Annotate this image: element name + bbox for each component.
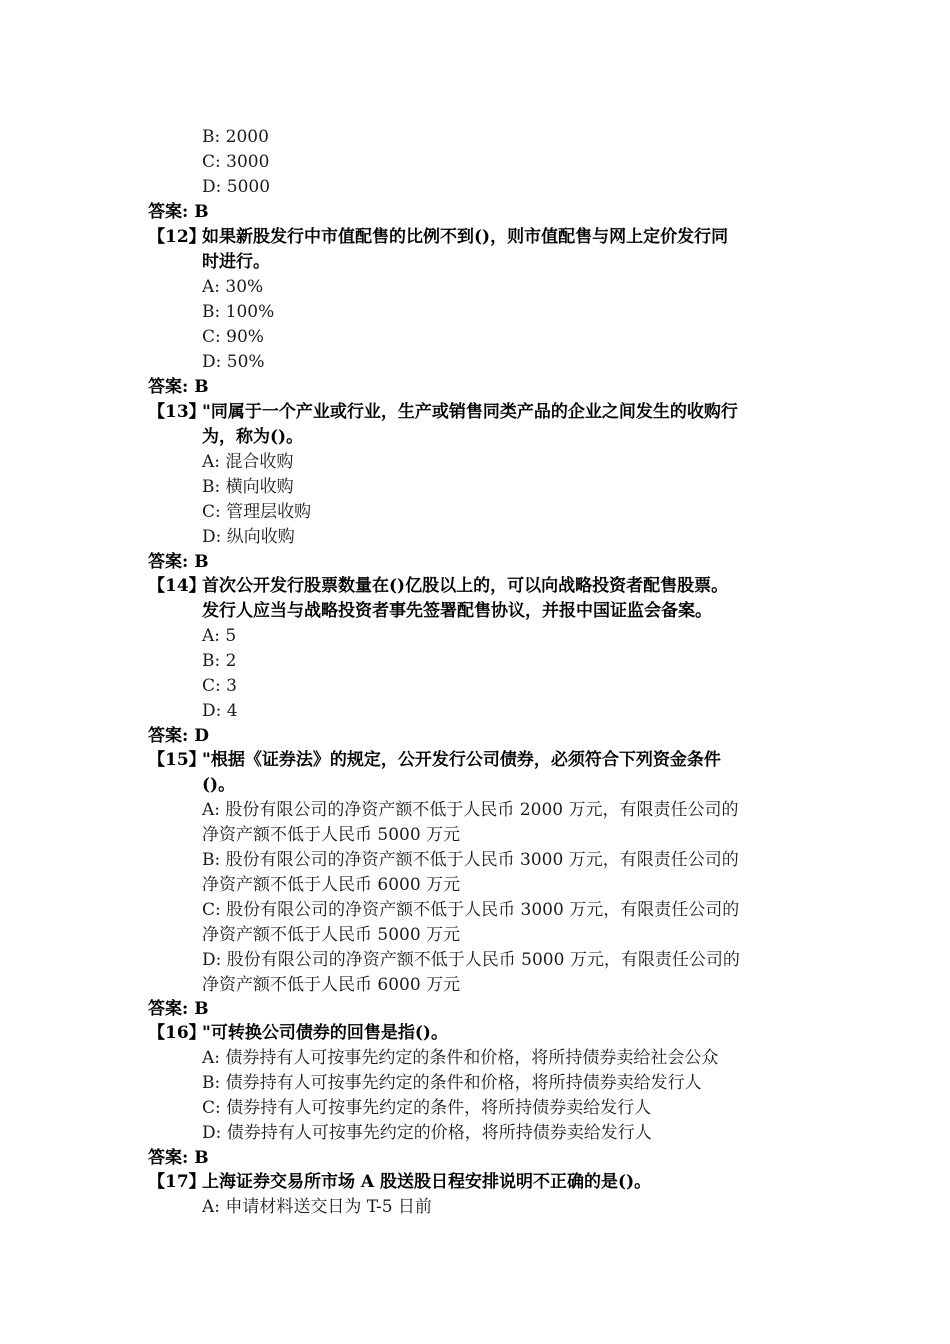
question-number: 【15】 — [148, 750, 206, 770]
question-number: 【16】 — [148, 1023, 206, 1043]
option-a: A: 30% — [202, 277, 264, 297]
option-b: B: 2000 — [202, 127, 269, 147]
question-text-continued: 发行人应当与战略投资者事先签署配售协议，并报中国证监会备案。 — [202, 601, 712, 621]
question-number: 【17】 — [148, 1172, 206, 1192]
answer-line: 答案: B — [148, 377, 209, 397]
option-d: D: 债券持有人可按事先约定的价格，将所持债券卖给发行人 — [202, 1123, 652, 1143]
option-b-continued: 净资产额不低于人民币 6000 万元 — [202, 875, 461, 895]
option-a: A: 债券持有人可按事先约定的条件和价格，将所持债券卖给社会公众 — [202, 1048, 719, 1068]
question-text-continued: 为，称为()。 — [202, 427, 304, 447]
option-a: A: 混合收购 — [202, 452, 294, 472]
option-d: D: 50% — [202, 352, 265, 372]
answer-line: 答案: B — [148, 999, 209, 1019]
question-text: 首次公开发行股票数量在()亿股以上的，可以向战略投资者配售股票。 — [202, 576, 729, 596]
option-a-continued: 净资产额不低于人民币 5000 万元 — [202, 825, 461, 845]
question-number: 【14】 — [148, 576, 206, 596]
question-number: 【13】 — [148, 402, 206, 422]
question-text: "根据《证券法》的规定，公开发行公司债券，必须符合下列资金条件 — [202, 750, 721, 770]
question-text: "同属于一个产业或行业，生产或销售同类产品的企业之间发生的收购行 — [202, 402, 738, 422]
option-b: B: 股份有限公司的净资产额不低于人民币 3000 万元，有限责任公司的 — [202, 850, 739, 870]
option-c: C: 管理层收购 — [202, 502, 312, 522]
option-b: B: 横向收购 — [202, 477, 294, 497]
option-b: B: 100% — [202, 302, 275, 322]
option-c: C: 3000 — [202, 152, 270, 172]
option-d: D: 纵向收购 — [202, 527, 295, 547]
question-text-continued: 时进行。 — [202, 252, 270, 272]
option-d: D: 股份有限公司的净资产额不低于人民币 5000 万元，有限责任公司的 — [202, 950, 740, 970]
option-c: C: 3 — [202, 676, 237, 696]
option-a: A: 股份有限公司的净资产额不低于人民币 2000 万元，有限责任公司的 — [202, 800, 739, 820]
question-text: 如果新股发行中市值配售的比例不到()，则市值配售与网上定价发行同 — [202, 227, 729, 247]
question-text: "可转换公司债券的回售是指()。 — [202, 1023, 448, 1043]
option-d: D: 4 — [202, 701, 238, 721]
question-number: 【12】 — [148, 227, 206, 247]
option-d-continued: 净资产额不低于人民币 6000 万元 — [202, 975, 461, 995]
question-text: 上海证券交易所市场 A 股送股日程安排说明不正确的是()。 — [202, 1172, 652, 1192]
option-a: A: 5 — [202, 626, 237, 646]
option-c: C: 股份有限公司的净资产额不低于人民币 3000 万元，有限责任公司的 — [202, 900, 740, 920]
option-c: C: 债券持有人可按事先约定的条件，将所持债券卖给发行人 — [202, 1098, 652, 1118]
option-c: C: 90% — [202, 327, 264, 347]
option-c-continued: 净资产额不低于人民币 5000 万元 — [202, 925, 461, 945]
answer-line: 答案: B — [148, 202, 209, 222]
question-text-continued: ()。 — [202, 775, 236, 795]
answer-line: 答案: B — [148, 1148, 209, 1168]
option-b: B: 2 — [202, 651, 237, 671]
option-d: D: 5000 — [202, 177, 271, 197]
answer-line: 答案: B — [148, 552, 209, 572]
option-b: B: 债券持有人可按事先约定的条件和价格，将所持债券卖给发行人 — [202, 1073, 702, 1093]
option-a: A: 申请材料送交日为 T-5 日前 — [202, 1197, 432, 1217]
answer-line: 答案: D — [148, 726, 209, 746]
